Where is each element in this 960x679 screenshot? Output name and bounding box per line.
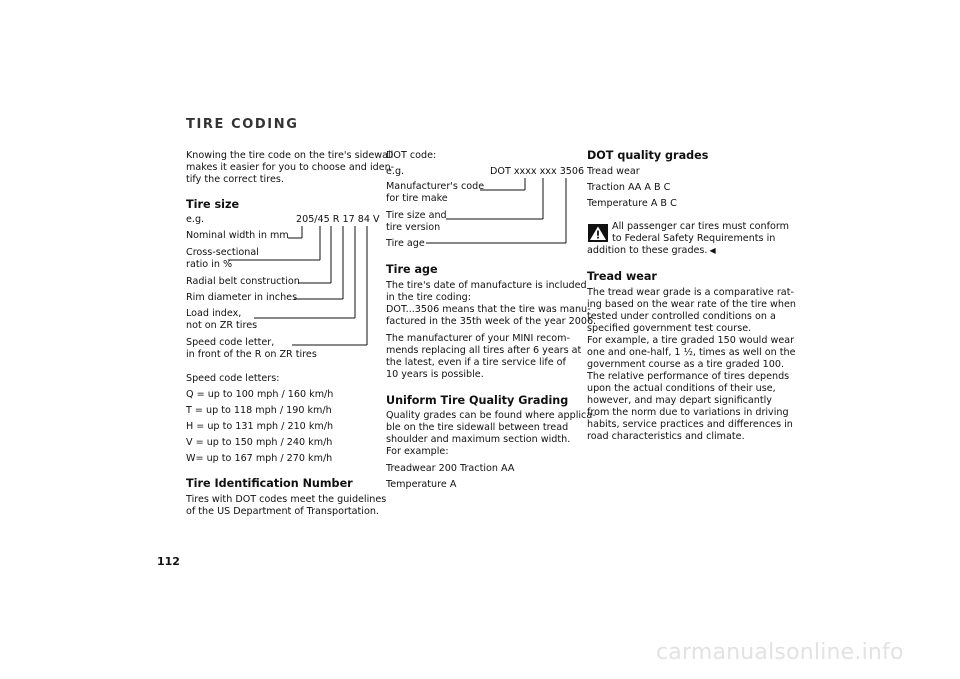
label-tire-age: Tire age bbox=[386, 238, 425, 249]
label-manufacturer-2: for tire make bbox=[386, 193, 448, 204]
tire-size-code: 205/45 R 17 84 V bbox=[296, 214, 380, 225]
tire-age-p1-4: factured in the 35th week of the year 2006. bbox=[386, 316, 597, 327]
tread-wear-line-10: however, and may depart significantly bbox=[587, 395, 772, 406]
utqg-p1-4: For example: bbox=[386, 446, 449, 457]
tin-heading: Tire Identification Number bbox=[186, 477, 353, 490]
tire-age-p1-2: in the tire coding: bbox=[386, 292, 472, 303]
tread-wear-line-4: specified government test course. bbox=[587, 323, 752, 334]
tread-wear-line-3: tested under controlled conditions on a bbox=[587, 311, 776, 322]
tin-text-1: Tires with DOT codes meet the guidelines bbox=[186, 494, 387, 505]
tread-wear-line-8: The relative performance of tires depends bbox=[587, 371, 790, 382]
speed-code-h: H = up to 131 mph / 210 km/h bbox=[186, 421, 334, 432]
speed-codes-heading: Speed code letters: bbox=[186, 373, 280, 384]
utqg-p1-3: shoulder and maximum section width. bbox=[386, 434, 571, 445]
label-speed-1: Speed code letter, bbox=[186, 337, 275, 348]
tread-wear-line-9: upon the actual conditions of their use, bbox=[587, 383, 776, 394]
dot-grades-heading: DOT quality grades bbox=[587, 149, 709, 162]
watermark: carmanualsonline.info bbox=[656, 640, 904, 665]
utqg-heading: Uniform Tire Quality Grading bbox=[386, 394, 569, 407]
label-cross-sectional-1: Cross-sectional bbox=[186, 247, 259, 258]
tread-wear-line-6: one and one-half, 1 ½, times as well on the bbox=[587, 347, 796, 358]
dot-code-example: DOT xxxx xxx 3506 bbox=[490, 166, 585, 177]
tin-text-2: of the US Department of Transportation. bbox=[186, 506, 379, 517]
speed-code-v: V = up to 150 mph / 240 km/h bbox=[186, 437, 333, 448]
page-title: TIRE CODING bbox=[186, 117, 299, 132]
tire-age-p2-1: The manufacturer of your MINI recom- bbox=[386, 333, 570, 344]
dot-grades-l2: Traction AA A B C bbox=[587, 182, 671, 193]
tire-size-heading: Tire size bbox=[186, 198, 240, 211]
tread-wear-line-11: from the norm due to variations in driving bbox=[587, 407, 789, 418]
tire-size-eg: e.g. bbox=[186, 214, 205, 225]
warning-line-1: All passenger car tires must conform bbox=[612, 221, 789, 232]
speed-code-t: T = up to 118 mph / 190 km/h bbox=[186, 405, 332, 416]
utqg-p1-2: ble on the tire sidewall between tread bbox=[386, 422, 569, 433]
tread-wear-heading: Tread wear bbox=[587, 270, 657, 283]
utqg-p1-1: Quality grades can be found where applica- bbox=[386, 410, 596, 421]
warning-line-3-text: addition to these grades. bbox=[587, 245, 708, 256]
tread-wear-line-5: For example, a tire graded 150 would wear bbox=[587, 335, 795, 346]
tire-age-p1-3: DOT...3506 means that the tire was manu- bbox=[386, 304, 591, 315]
speed-code-w: W= up to 167 mph / 270 km/h bbox=[186, 453, 333, 464]
label-size-version-1: Tire size and bbox=[386, 210, 447, 221]
speed-code-q: Q = up to 100 mph / 160 km/h bbox=[186, 389, 334, 400]
label-nominal-width: Nominal width in mm bbox=[186, 230, 289, 241]
tire-age-p2-2: mends replacing all tires after 6 years at bbox=[386, 345, 582, 356]
tread-wear-line-7: government course as a tire graded 100. bbox=[587, 359, 785, 370]
dot-code-eg: e.g. bbox=[386, 166, 405, 177]
label-cross-sectional-2: ratio in % bbox=[186, 259, 233, 270]
page-number: 112 bbox=[157, 555, 180, 568]
tread-wear-line-13: road characteristics and climate. bbox=[587, 431, 745, 442]
tread-wear-line-1: The tread wear grade is a comparative rat- bbox=[587, 287, 794, 298]
tire-age-p2-4: 10 years is possible. bbox=[386, 369, 484, 380]
tread-wear-line-2: ing based on the wear rate of the tire when bbox=[587, 299, 796, 310]
label-load-2: not on ZR tires bbox=[186, 320, 258, 331]
label-size-version-2: tire version bbox=[386, 222, 441, 233]
intro-line-2: makes it easier for you to choose and iden- bbox=[186, 162, 395, 173]
tread-wear-line-12: habits, service practices and differences in bbox=[587, 419, 793, 430]
utqg-example-2: Temperature A bbox=[386, 479, 457, 490]
label-speed-2: in front of the R on ZR tires bbox=[186, 349, 317, 360]
label-manufacturer-1: Manufacturer's code bbox=[386, 181, 485, 192]
warning-line-2: to Federal Safety Requirements in bbox=[612, 233, 776, 244]
end-mark-icon: ◀ bbox=[709, 246, 716, 255]
dot-code-heading: DOT code: bbox=[386, 150, 437, 161]
label-load-1: Load index, bbox=[186, 308, 242, 319]
tire-age-p1-1: The tire's date of manufacture is included bbox=[386, 280, 587, 291]
label-rim: Rim diameter in inches bbox=[186, 292, 298, 303]
tire-age-heading: Tire age bbox=[386, 263, 438, 276]
label-radial: Radial belt construction bbox=[186, 276, 300, 287]
utqg-example-1: Treadwear 200 Traction AA bbox=[386, 463, 515, 474]
tire-age-p2-3: the latest, even if a tire service life of bbox=[386, 357, 566, 368]
dot-grades-l3: Temperature A B C bbox=[587, 198, 677, 209]
dot-grades-l1: Tread wear bbox=[587, 166, 640, 177]
intro-line-3: tify the correct tires. bbox=[186, 174, 284, 185]
intro-line-1: Knowing the tire code on the tire's sidewall bbox=[186, 150, 394, 161]
